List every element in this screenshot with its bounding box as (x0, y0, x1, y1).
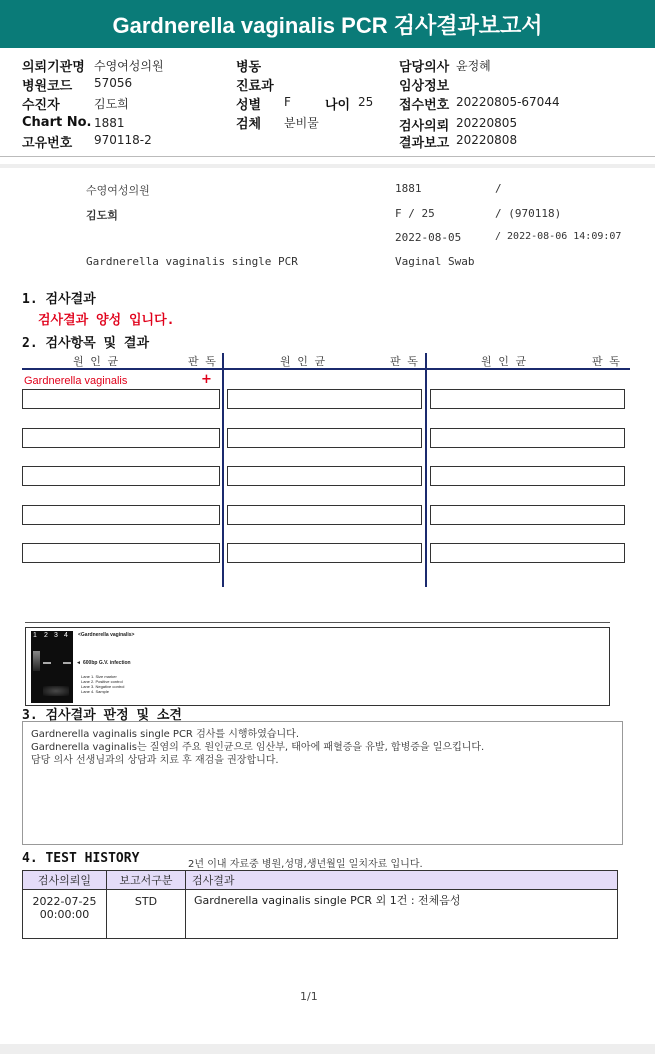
unique-no-value: 970118-2 (94, 133, 152, 147)
section2-heading: 2. 검사항목 및 결과 (22, 336, 150, 351)
col-pathogen-2: 원 인 균 (280, 355, 326, 368)
grid-divider-2 (425, 353, 427, 587)
result-box (430, 505, 625, 525)
report-title: Gardnerella vaginalis PCR 검사결과보고서 (0, 0, 655, 48)
lane-2-label: 2 (44, 632, 48, 639)
history-time: 00:00:00 (39, 908, 90, 921)
patient-chart: 1881 (395, 182, 422, 195)
gel-title: <Gardnerella vaginalis> (78, 632, 135, 638)
history-table (22, 870, 618, 939)
col-pathogen-1: 원 인 균 (73, 355, 119, 368)
footer-band (0, 1044, 655, 1054)
history-result: Gardnerella vaginalis single PCR 외 1건 : 전체음성 (186, 890, 618, 939)
header-shadow (0, 164, 655, 168)
marker-ladder (33, 651, 40, 671)
opinion-line: 담당 의사 선생님과의 상담과 치료 후 재검을 권장합니다. (31, 755, 279, 766)
table-row (23, 890, 618, 939)
ward-label: 병동 (236, 60, 262, 75)
result-box (22, 389, 220, 409)
department-label: 진료과 (236, 79, 274, 94)
history-col-date: 검사의뢰일 (23, 871, 107, 890)
result-box (227, 466, 422, 486)
history-col-result: 검사결과 (186, 871, 618, 890)
history-col-type: 보고서구분 (107, 871, 186, 890)
col-judge-3: 판 독 (592, 355, 620, 368)
patient-slash: / (495, 182, 502, 195)
legend-lane-2: Lane 2. Positive control (81, 679, 123, 684)
result-box (22, 543, 220, 563)
patient-date1: 2022-08-05 (395, 231, 462, 244)
col-judge-2: 판 독 (390, 355, 418, 368)
hospital-value: 수영여성의원 (94, 59, 164, 73)
result-box (227, 428, 422, 448)
patient-birth: / (970118) (495, 207, 562, 220)
patient-date2: / 2022-08-06 14:09:07 (495, 231, 622, 242)
hospital-code-value: 57056 (94, 76, 133, 90)
opinion-line: Gardnerella vaginalis는 질염의 주요 원인균으로 임산부, 태아에 패혈증을 유발, 합병증을 일으킵니다. (31, 742, 485, 753)
sample-band (63, 662, 71, 664)
history-note: 2년 이내 자료중 병원,성명,생년월일 일치자료 입니다. (188, 859, 423, 870)
hospital-code-label: 병원코드 (22, 79, 73, 94)
result-box (430, 428, 625, 448)
unique-no-label: 고유번호 (22, 136, 73, 151)
patient-value: 김도희 (94, 97, 129, 111)
sex-value: F (284, 95, 291, 109)
sex-label: 성별 (236, 98, 262, 113)
history-type: STD (107, 890, 186, 939)
result-box (22, 505, 220, 525)
age-label: 나이 (325, 98, 351, 113)
receipt-no-label: 접수번호 (399, 98, 450, 113)
legend-lane-1: Lane 1. Size marker (81, 674, 117, 679)
legend-lane-3: Lane 3. Negative control (81, 684, 125, 689)
col-judge-1: 판 독 (188, 355, 216, 368)
patient-label: 수진자 (22, 98, 60, 113)
lane-4-label: 4 (64, 632, 68, 639)
opinion-line: Gardnerella vaginalis single PCR 검사를 시행하였습니다. (31, 729, 300, 740)
page-number: 1/1 (300, 990, 318, 1003)
band-arrow: ◄ (76, 660, 81, 666)
patient-specimen: Vaginal Swab (395, 255, 475, 268)
section3-heading: 3. 검사결과 판정 및 소견 (22, 708, 182, 723)
result-box (227, 389, 422, 409)
patient-test: Gardnerella vaginalis single PCR (86, 255, 298, 268)
clinical-info-label: 임상정보 (399, 79, 450, 94)
positive-band (43, 662, 51, 664)
col-pathogen-3: 원 인 균 (481, 355, 527, 368)
specimen-value: 분비물 (284, 116, 319, 130)
result-box (227, 505, 422, 525)
result-box (22, 428, 220, 448)
result-box (22, 466, 220, 486)
patient-hospital: 수영여성의원 (86, 184, 150, 197)
opinion-box (22, 721, 623, 845)
result-box (227, 543, 422, 563)
age-value: 25 (358, 95, 374, 109)
legend-lane-4: Lane 4. Sample (81, 689, 110, 694)
result-box (430, 466, 625, 486)
doctor-label: 담당의사 (399, 60, 450, 75)
organism-judgement: + (201, 372, 212, 387)
section4-heading: 4. TEST HISTORY (22, 851, 140, 866)
specimen-label: 검체 (236, 117, 262, 132)
primer-dimer-glow (43, 686, 69, 696)
report-date-value: 20220808 (456, 133, 518, 147)
result-box (430, 389, 625, 409)
history-date-cell (23, 890, 107, 939)
band-label: 600bp G.V. infection (83, 660, 131, 666)
doctor-value: 윤정혜 (456, 59, 491, 73)
gel-image (31, 631, 73, 703)
receipt-no-value: 20220805-67044 (456, 95, 560, 109)
patient-sex-age: F / 25 (395, 207, 435, 220)
grid-divider-1 (222, 353, 224, 587)
patient-name: 김도희 (86, 209, 118, 222)
gel-top-rule (25, 622, 610, 623)
grid-header-line (22, 368, 630, 370)
section1-heading: 1. 검사결과 (22, 292, 96, 307)
result-box (430, 543, 625, 563)
hospital-label: 의뢰기관명 (22, 60, 85, 75)
request-date-value: 20220805 (456, 116, 518, 130)
lane-3-label: 3 (54, 632, 58, 639)
request-date-label: 검사의뢰 (399, 119, 450, 134)
history-header-row (23, 871, 618, 890)
organism-name: Gardnerella vaginalis (24, 375, 128, 387)
chart-no-label: Chart No. (22, 115, 92, 130)
chart-no-value: 1881 (94, 116, 125, 130)
history-date: 2022-07-25 (32, 895, 97, 908)
result-summary: 검사결과 양성 입니다. (38, 313, 175, 328)
header-divider (0, 156, 655, 157)
gel-electrophoresis-figure (25, 627, 610, 706)
lane-1-label: 1 (33, 632, 37, 639)
report-date-label: 결과보고 (399, 136, 450, 151)
